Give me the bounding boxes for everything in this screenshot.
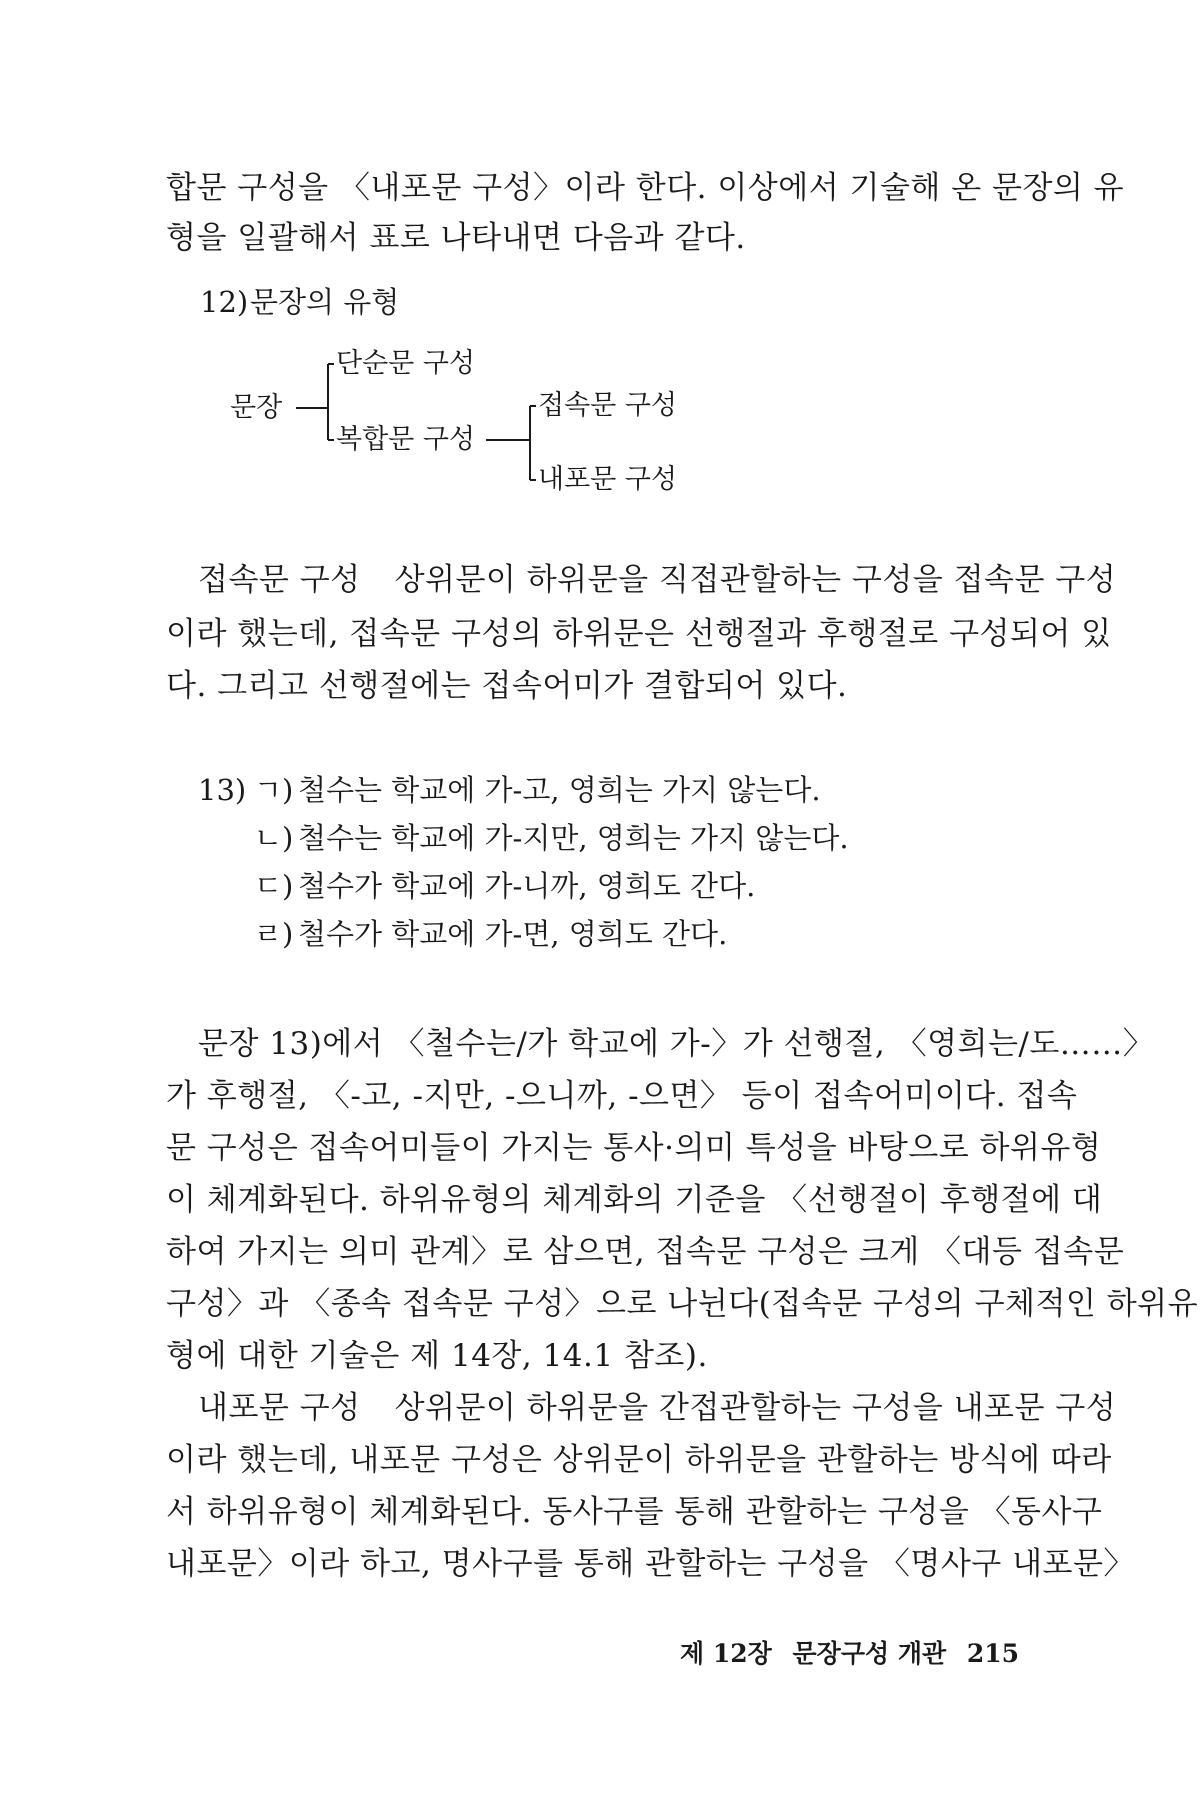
diagram-node-complex: 복합문 구성 (336, 424, 475, 455)
example-13-marker-4: ㄹ) (254, 917, 294, 951)
page-footer (680, 1638, 1031, 1670)
example-12-title: 문장의 유형 (250, 285, 400, 319)
example-13-marker-2: ㄴ) (254, 821, 294, 855)
analysis-line-2: 가 후행절, 〈-고, -지만, -으니까, -으면〉 등이 접속어미이다. 접속 (166, 1078, 1078, 1114)
embedded-label: 내포문 구성 (198, 1390, 361, 1426)
example-12-number: 12) (200, 285, 249, 319)
example-13-item-3: 철수가 학교에 가-니까, 영희도 간다. (298, 869, 756, 903)
footer-chapter: 제 12장 (680, 1639, 772, 1668)
example-13-number: 13) (198, 773, 247, 807)
analysis-line-4: 이 체계화된다. 하위유형의 체계화의 기준을 〈선행절이 후행절에 대 (166, 1182, 1103, 1218)
analysis-line-3: 문 구성은 접속어미들이 가지는 통사·의미 특성을 바탕으로 하위유형 (166, 1130, 1102, 1166)
embedded-line-1 (198, 1388, 1117, 1428)
analysis-line-7: 형에 대한 기술은 제 14장, 14.1 참조). (166, 1338, 708, 1374)
embedded-line-1-text: 상위문이 하위문을 간접관할하는 구성을 내포문 구성 (394, 1390, 1117, 1426)
diagram-node-conjunctive: 접속문 구성 (538, 390, 677, 421)
example-13-item-4: 철수가 학교에 가-면, 영희도 간다. (298, 917, 728, 951)
example-13-item-1: 철수는 학교에 가-고, 영희는 가지 않는다. (298, 773, 821, 807)
conjunctive-line-3: 다. 그리고 선행절에는 접속어미가 결합되어 있다. (166, 668, 848, 704)
conjunctive-line-2: 이라 했는데, 접속문 구성의 하위문은 선행절과 후행절로 구성되어 있 (166, 616, 1112, 652)
analysis-line-6: 구성〉과 〈종속 접속문 구성〉으로 나뉜다(접속문 구성의 구체적인 하위유 (166, 1286, 1199, 1322)
intro-line-2: 형을 일괄해서 표로 나타내면 다음과 같다. (166, 220, 746, 256)
embedded-line-2: 이라 했는데, 내포문 구성은 상위문이 하위문을 관할하는 방식에 따라 (166, 1442, 1112, 1478)
example-13-marker-3: ㄷ) (254, 869, 294, 903)
footer-chapter-title: 문장구성 개관 (792, 1639, 947, 1668)
sentence-type-diagram (230, 348, 750, 502)
diagram-node-sentence: 문장 (230, 392, 283, 423)
conjunctive-line-1-text: 상위문이 하위문을 직접관할하는 구성을 접속문 구성 (394, 562, 1117, 598)
conjunctive-line-1 (198, 560, 1117, 600)
diagram-node-embedded: 내포문 구성 (538, 464, 677, 495)
diagram-node-simple: 단순문 구성 (336, 348, 475, 379)
conjunctive-label: 접속문 구성 (198, 562, 361, 598)
analysis-line-5: 하여 가지는 의미 관계〉로 삼으면, 접속문 구성은 크게 〈대등 접속문 (166, 1234, 1125, 1270)
embedded-line-3: 서 하위유형이 체계화된다. 동사구를 통해 관할하는 구성을 〈동사구 (166, 1494, 1103, 1530)
example-13-item-2: 철수는 학교에 가-지만, 영희는 가지 않는다. (298, 821, 849, 855)
footer-page-number: 215 (966, 1639, 1020, 1668)
analysis-line-1: 문장 13)에서 〈철수는/가 학교에 가-〉가 선행절, 〈영희는/도……〉 (198, 1026, 1155, 1062)
embedded-line-4: 내포문〉이라 하고, 명사구를 통해 관할하는 구성을 〈명사구 내포문〉 (166, 1546, 1135, 1582)
example-13-marker-1: ㄱ) (254, 773, 294, 807)
intro-line-1: 합문 구성을 〈내포문 구성〉이라 한다. 이상에서 기술해 온 문장의 유 (166, 170, 1125, 206)
